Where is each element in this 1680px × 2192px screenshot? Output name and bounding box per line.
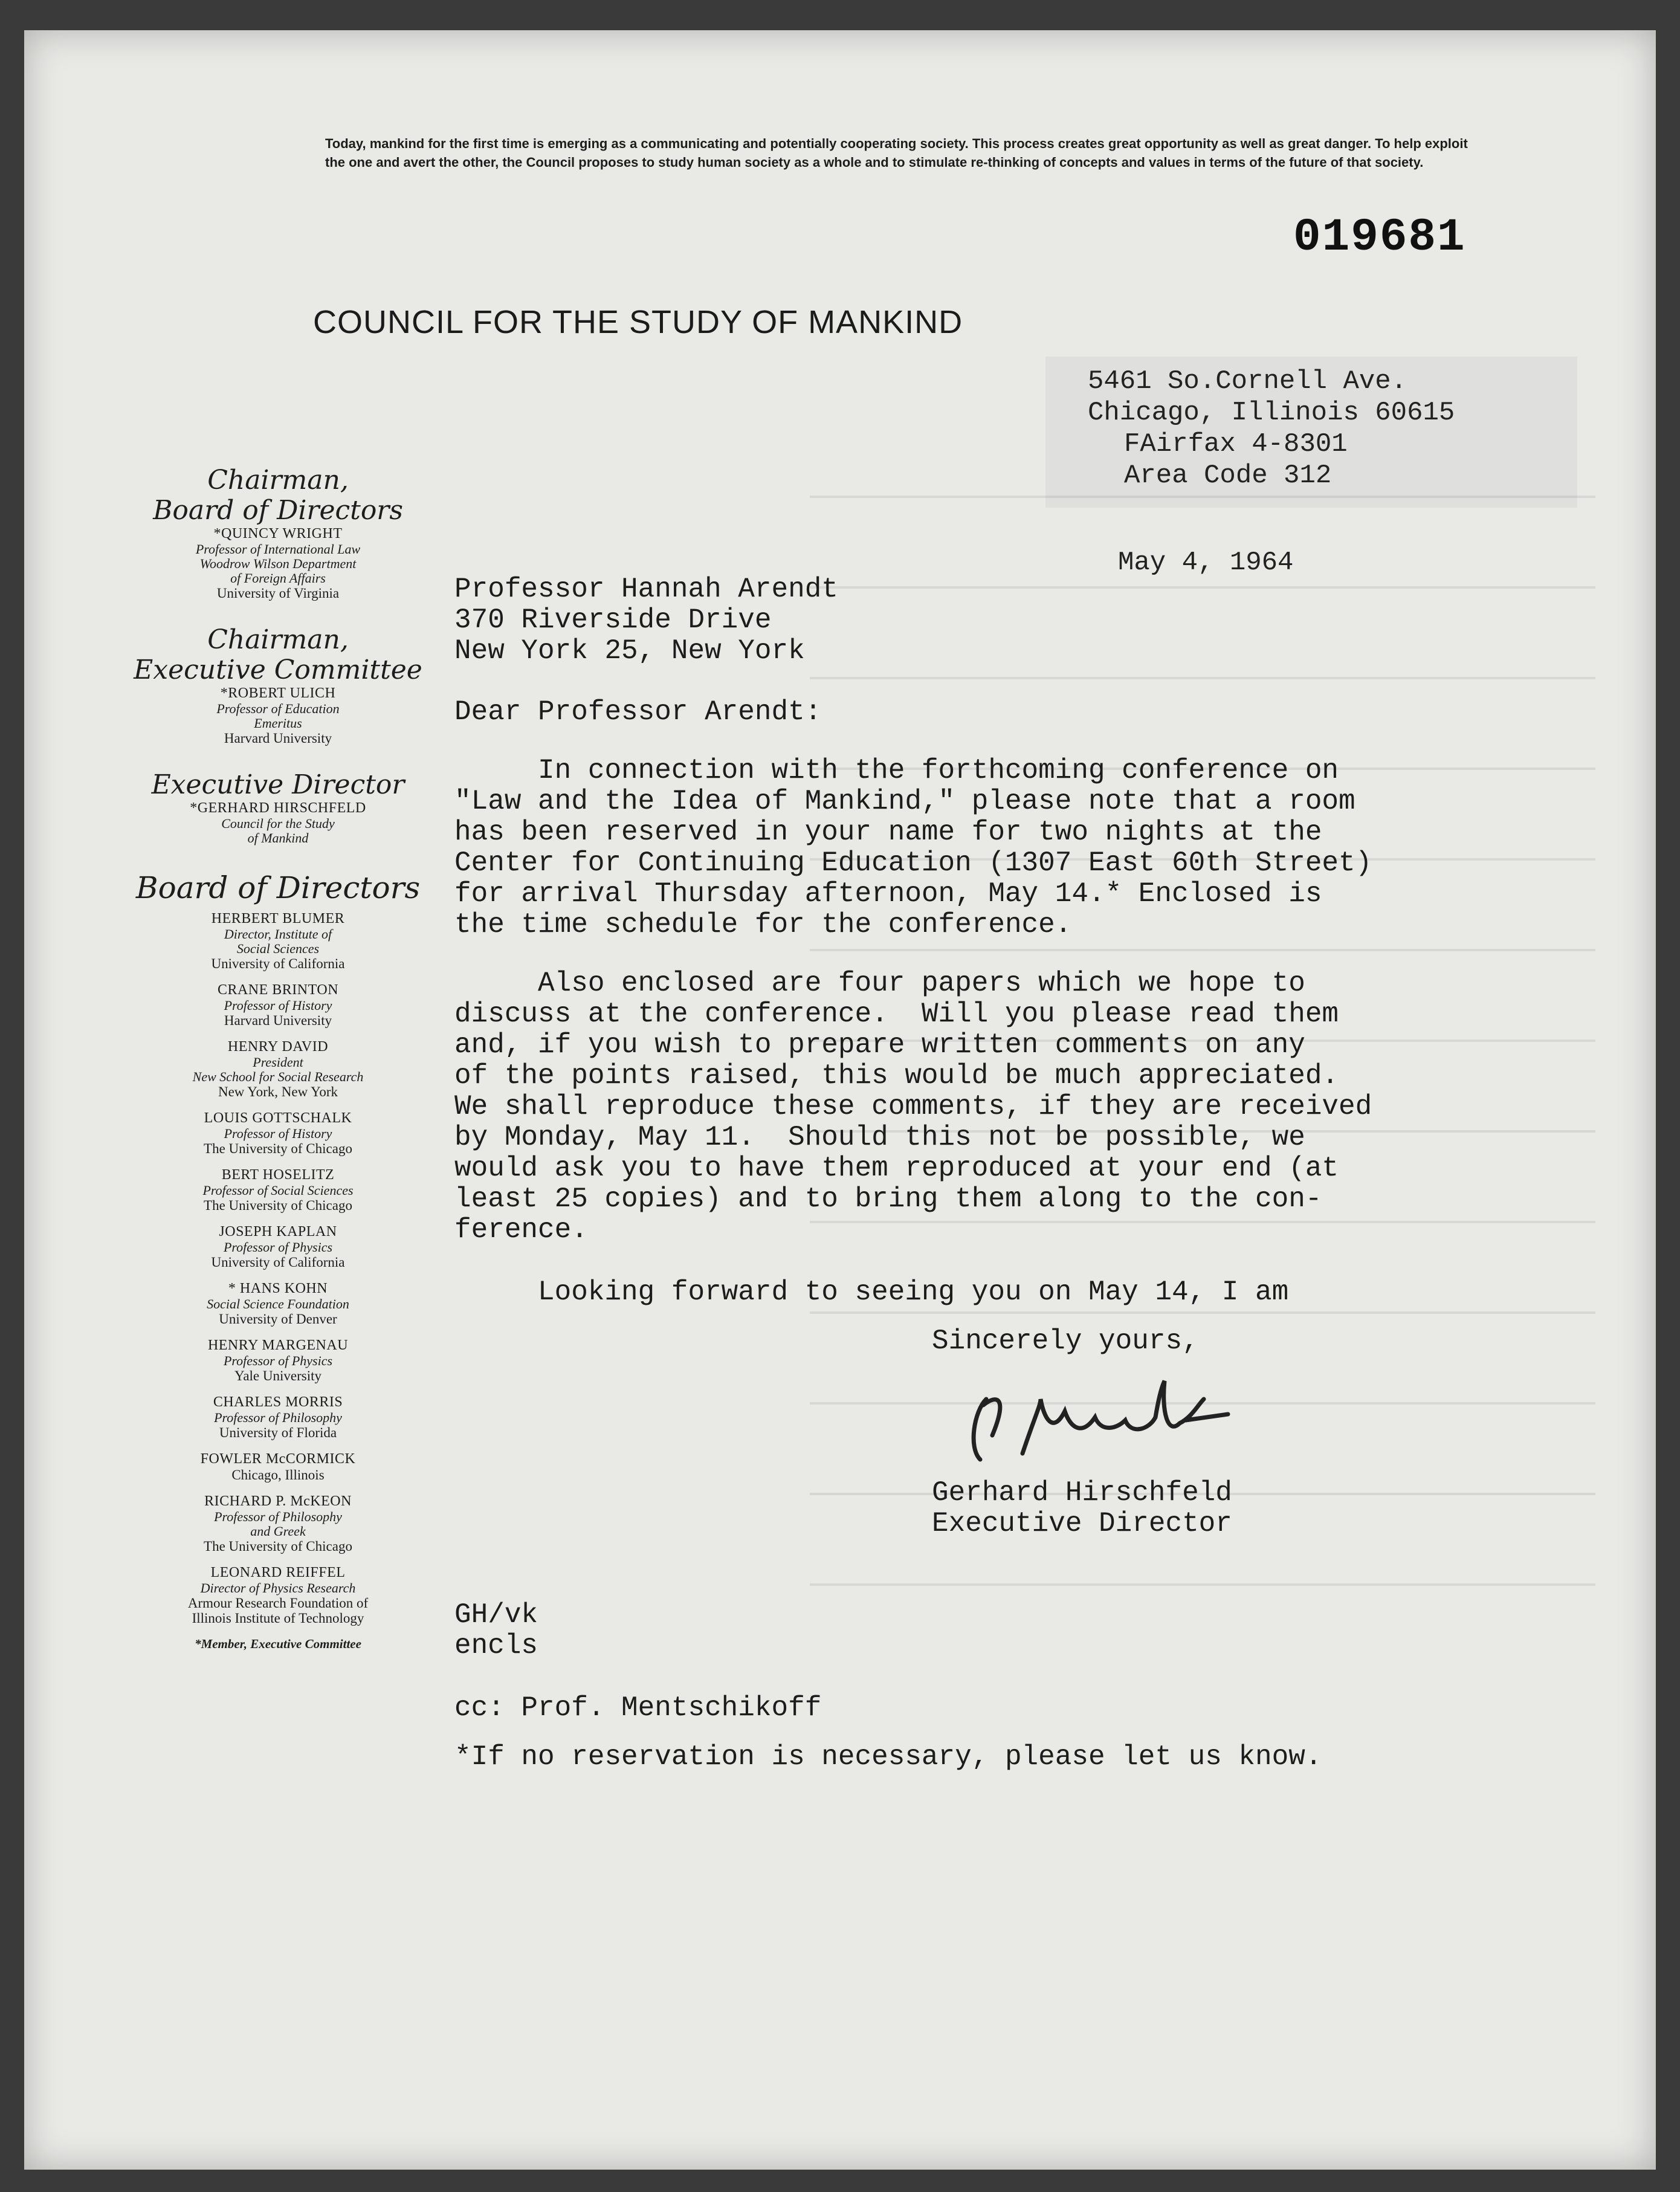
member-institution: The University of Chicago bbox=[204, 1539, 352, 1554]
officer-role: Executive Committee bbox=[134, 655, 422, 685]
member-name: JOSEPH KAPLAN bbox=[219, 1224, 337, 1240]
postscript-note: *If no reservation is necessary, please let us know. bbox=[454, 1741, 1322, 1773]
text-line: has been reserved in your name for two nights at the bbox=[454, 816, 1322, 848]
member-institution: University of Denver bbox=[219, 1311, 337, 1327]
officer-role: Chairman, bbox=[207, 624, 349, 655]
text-line: the time schedule for the conference. bbox=[454, 909, 1072, 940]
closing-line: Looking forward to seeing you on May 14, I am bbox=[454, 1276, 1289, 1308]
letter-page bbox=[24, 30, 1656, 2170]
officer-institution: Harvard University bbox=[224, 731, 332, 746]
board-member bbox=[121, 1281, 435, 1327]
enclosures-note: encls bbox=[454, 1630, 538, 1661]
member-title: Director of Physics Research bbox=[200, 1580, 356, 1596]
text-line: discuss at the conference. Will you please read them bbox=[454, 998, 1339, 1030]
document-number: 019681 bbox=[1293, 212, 1466, 263]
officer-title: Emeritus bbox=[254, 716, 302, 731]
member-institution: The University of Chicago bbox=[204, 1198, 352, 1213]
officer-block bbox=[121, 770, 435, 845]
member-title: Professor of Physics bbox=[223, 1240, 333, 1255]
officer-role: Board of Directors bbox=[153, 495, 403, 526]
recipient-address bbox=[454, 574, 1494, 667]
officer-block bbox=[121, 625, 435, 746]
text-line: least 25 copies) and to bring them along to the con- bbox=[454, 1183, 1322, 1215]
officer-name: *QUINCY WRIGHT bbox=[213, 526, 343, 542]
board-member bbox=[121, 1110, 435, 1156]
board-member bbox=[121, 1394, 435, 1440]
typist-initials: GH/vk bbox=[454, 1599, 538, 1631]
board-member bbox=[121, 1167, 435, 1213]
sidebar-officers bbox=[121, 465, 435, 1652]
paragraph-reservation bbox=[454, 755, 1494, 940]
member-institution: University of Florida bbox=[219, 1425, 337, 1440]
text-line: of the points raised, this would be much appreciated. bbox=[454, 1060, 1339, 1091]
member-institution: Harvard University bbox=[224, 1013, 332, 1028]
officer-title: of Mankind bbox=[247, 830, 309, 845]
member-name: LOUIS GOTTSCHALK bbox=[204, 1110, 352, 1126]
member-name: HENRY MARGENAU bbox=[207, 1337, 349, 1353]
officer-title: Woodrow Wilson Department bbox=[199, 556, 357, 571]
text-line: and, if you wish to prepare written comments on any bbox=[454, 1029, 1305, 1061]
member-title: Professor of History bbox=[224, 1126, 332, 1141]
board-member bbox=[121, 1451, 435, 1482]
text-line: "Law and the Idea of Mankind," please note that a room bbox=[454, 786, 1355, 817]
member-institution: Chicago, Illinois bbox=[231, 1467, 325, 1482]
member-title: Professor of Social Sciences bbox=[202, 1183, 354, 1198]
member-title: Social Sciences bbox=[236, 941, 320, 956]
board-member bbox=[121, 1565, 435, 1626]
address-line: FAirfax 4-8301 bbox=[1124, 429, 1348, 459]
member-name: * HANS KOHN bbox=[228, 1281, 328, 1296]
text-line: Center for Continuing Education (1307 East 60th Street) bbox=[454, 847, 1372, 879]
text-line: by Monday, May 11. Should this not be possible, we bbox=[454, 1122, 1305, 1153]
text-line: In connection with the forthcoming conference on bbox=[454, 755, 1339, 786]
member-institution: University of California bbox=[211, 1255, 345, 1270]
complimentary-close: Sincerely yours, bbox=[932, 1325, 1199, 1357]
address-line: Area Code 312 bbox=[1124, 461, 1332, 491]
member-title: Professor of Philosophy bbox=[214, 1509, 342, 1524]
officer-title: of Foreign Affairs bbox=[230, 571, 326, 586]
member-name: CHARLES MORRIS bbox=[213, 1394, 343, 1410]
board-member bbox=[121, 911, 435, 971]
salutation: Dear Professor Arendt: bbox=[454, 696, 822, 728]
mission-statement: Today, mankind for the first time is emerging as a communicating and potentially cooperating society. This process creates great opportunity as well as great danger. To help exploit the one and avert the other, the Council proposes to study human society as a whole and to stimulate re-thinking of concepts and values in terms of the future of that society. bbox=[325, 136, 1468, 170]
address-line: 5461 So.Cornell Ave. bbox=[1088, 366, 1407, 396]
officer-role: Chairman, bbox=[207, 465, 349, 496]
member-name: CRANE BRINTON bbox=[217, 982, 339, 998]
member-title: Director, Institute of bbox=[224, 926, 332, 942]
carbon-copy: cc: Prof. Mentschikoff bbox=[454, 1692, 822, 1724]
letter-date: May 4, 1964 bbox=[1118, 548, 1294, 578]
board-member bbox=[121, 982, 435, 1028]
return-address bbox=[1088, 366, 1455, 491]
text-line: We shall reproduce these comments, if they are received bbox=[454, 1091, 1372, 1122]
officer-title: Council for the Study bbox=[221, 816, 335, 831]
paragraph-papers bbox=[454, 968, 1494, 1246]
recipient-line: Professor Hannah Arendt bbox=[454, 574, 838, 605]
officer-role: Executive Director bbox=[151, 769, 405, 800]
text-line: Also enclosed are four papers which we hope to bbox=[454, 968, 1305, 999]
officer-title: Professor of International Law bbox=[195, 542, 361, 557]
officer-block bbox=[121, 465, 435, 601]
member-institution: Yale University bbox=[234, 1368, 321, 1383]
signer-title: Executive Director bbox=[932, 1508, 1232, 1539]
recipient-line: New York 25, New York bbox=[454, 635, 805, 667]
member-name: RICHARD P. McKEON bbox=[204, 1493, 352, 1509]
handwritten-signature bbox=[932, 1357, 1494, 1478]
member-name: BERT HOSELITZ bbox=[221, 1167, 335, 1183]
board-member bbox=[121, 1337, 435, 1383]
letter-body bbox=[454, 574, 1494, 1773]
text-line: for arrival Thursday afternoon, May 14.* Enclosed is bbox=[454, 878, 1322, 910]
member-institution: Armour Research Foundation of bbox=[187, 1596, 369, 1611]
text-line: ference. bbox=[454, 1214, 588, 1246]
member-name: LEONARD REIFFEL bbox=[210, 1565, 346, 1580]
signature-icon bbox=[950, 1363, 1264, 1472]
member-institution: New York, New York bbox=[218, 1084, 338, 1099]
officer-institution: University of Virginia bbox=[216, 586, 340, 601]
member-title: Professor of History bbox=[224, 998, 332, 1013]
member-institution: Illinois Institute of Technology bbox=[192, 1611, 364, 1626]
officer-name: *ROBERT ULICH bbox=[220, 685, 336, 701]
member-title: Social Science Foundation bbox=[207, 1296, 349, 1311]
text-line: would ask you to have them reproduced at your end (at bbox=[454, 1153, 1339, 1184]
organization-name: COUNCIL FOR THE STUDY OF MANKIND bbox=[313, 304, 963, 340]
board-heading: Board of Directors bbox=[135, 870, 421, 905]
member-name: HENRY DAVID bbox=[227, 1039, 329, 1055]
member-name: FOWLER McCORMICK bbox=[200, 1451, 356, 1467]
address-line: Chicago, Illinois 60615 bbox=[1088, 398, 1455, 428]
signer-name: Gerhard Hirschfeld bbox=[932, 1477, 1232, 1508]
officer-title: Professor of Education bbox=[216, 701, 340, 716]
board-member bbox=[121, 1224, 435, 1270]
board-member bbox=[121, 1039, 435, 1099]
member-title: Professor of Physics bbox=[223, 1353, 333, 1368]
member-institution: University of California bbox=[211, 956, 345, 971]
member-title: and Greek bbox=[250, 1524, 306, 1539]
executive-committee-footnote: *Member, Executive Committee bbox=[195, 1637, 361, 1651]
member-title: New School for Social Research bbox=[192, 1069, 364, 1084]
recipient-line: 370 Riverside Drive bbox=[454, 604, 772, 636]
member-title: Professor of Philosophy bbox=[214, 1410, 342, 1425]
member-name: HERBERT BLUMER bbox=[211, 911, 345, 926]
officer-name: *GERHARD HIRSCHFELD bbox=[190, 800, 366, 816]
signoff-block bbox=[932, 1326, 1494, 1539]
board-member bbox=[121, 1493, 435, 1554]
member-institution: The University of Chicago bbox=[204, 1141, 352, 1156]
member-title: President bbox=[253, 1055, 303, 1070]
